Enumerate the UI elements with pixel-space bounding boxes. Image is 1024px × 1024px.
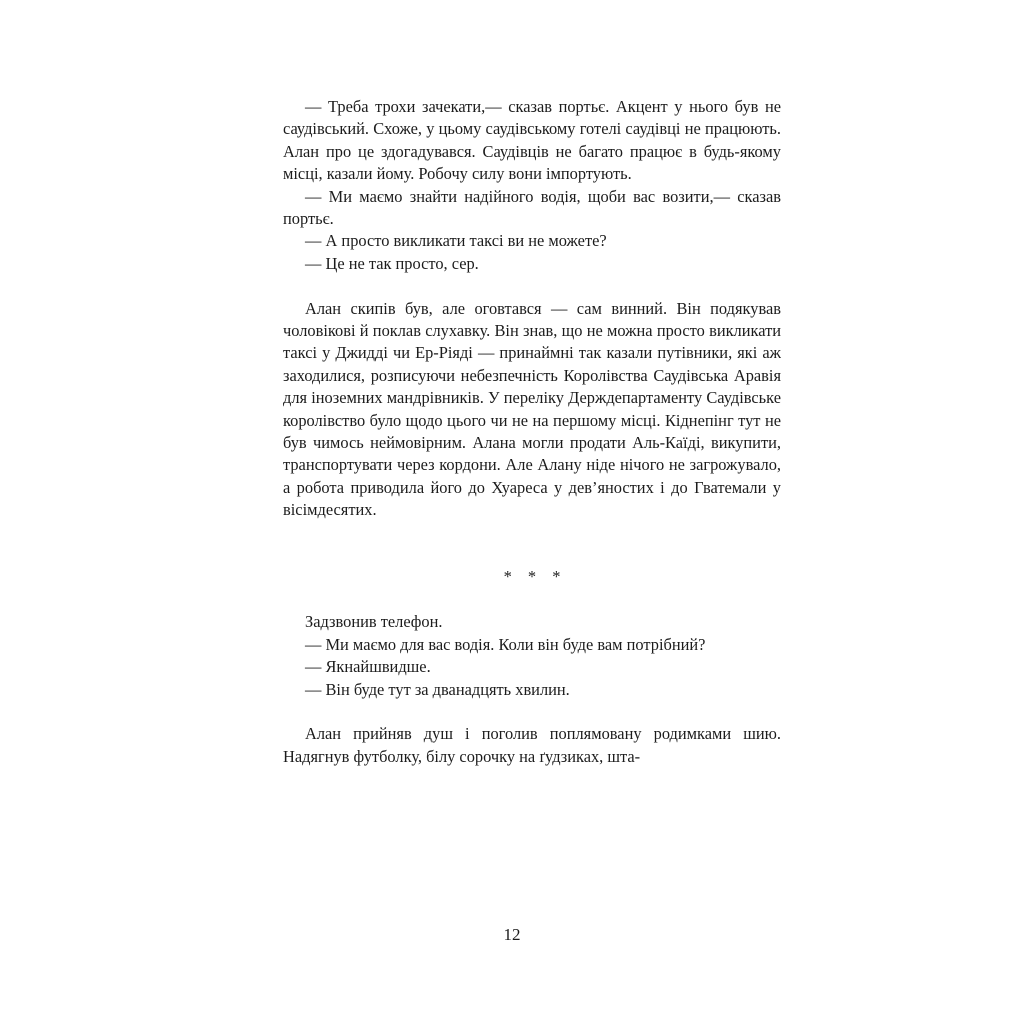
paragraph-dialogue-4: — Це не так просто, сер. [305, 253, 479, 273]
paragraph-dialogue-3: — А просто викликати таксі ви не можете? [305, 231, 607, 251]
scene-divider: * * * [503, 567, 567, 587]
paragraph-dialogue-1: — Треба трохи зачекати,— сказав портьє. Акцент у нього був не саудівський. Схоже, у цьому саудівському готелі саудівці не працюють. Алан про це здогадувався. Саудівців не багато працює в будь-якому місці, казали йому. Робочу силу вони імпортують. [283, 97, 781, 184]
paragraph-dialogue-7: — Він буде тут за дванадцять хвилин. [305, 679, 570, 699]
paragraph-narrative-1: Алан скипів був, але оговтався — сам винний. Він подякував чоловікові й поклав слухавку. Він знав, що не можна просто викликати таксі у Джидді чи Ер-Ріяді — принаймні так казали путівники, які аж заходилися, розписуючи небезпечність Королівства Саудівська Аравія для іноземних мандрівників. У переліку Держдепартаменту Саудівське королівство було щодо цього чи не на першому місці. Кіднепінг тут не був чимось неймовірним. Алана могли продати Аль-Каїді, викупити, транспортувати через кордони. Але Алану ніде нічого не загрожувало, а робота приводила його до Хуареса у дев’яностих і до Гватемали у вісімдесятих. [283, 298, 781, 520]
page-text-block [283, 96, 781, 768]
paragraph-dialogue-2: — Ми маємо знайти надійного водія, щоби вас возити,— сказав портьє. [283, 186, 781, 229]
paragraph-narrative-2: Задзвонив телефон. [305, 612, 443, 632]
paragraph-gap-2 [283, 522, 781, 544]
paragraph-gap-1 [283, 275, 781, 297]
page-number: 12 [503, 925, 521, 944]
paragraph-narrative-3: Алан прийняв душ і поголив поплямовану родимками шию. Надягнув футболку, білу сорочку на ґудзиках, шта- [283, 724, 781, 766]
paragraph-dialogue-5: — Ми маємо для вас водія. Коли він буде вам потрібний? [305, 634, 706, 654]
paragraph-gap-5 [283, 701, 781, 723]
paragraph-dialogue-6: — Якнайшвидше. [305, 657, 431, 677]
paragraph-gap-4 [283, 589, 781, 611]
paragraph-gap-3 [283, 544, 781, 566]
